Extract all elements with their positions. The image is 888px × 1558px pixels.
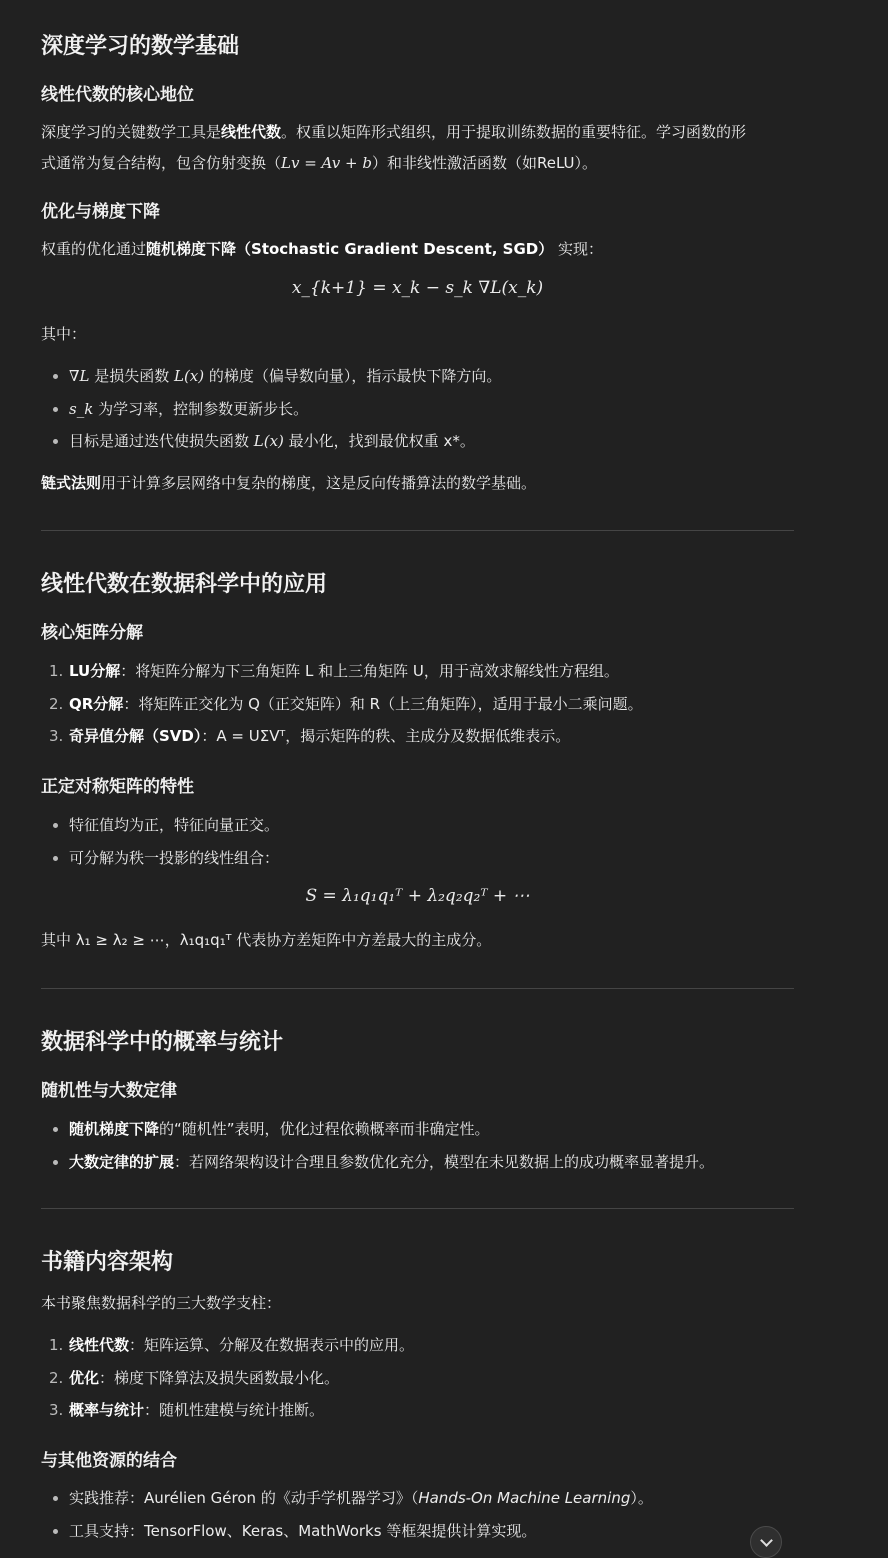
section-title-book-structure: 书籍内容架构 [41,1250,174,1275]
heading-other-resources: 与其他资源的结合 [41,1451,177,1471]
list-item: s_k 为学习率，控制参数更新步长。 [41,393,801,426]
equation-spectral-decomposition: S = λ₁q₁q₁ᵀ + λ₂q₂q₂ᵀ + ⋯ [305,886,530,906]
heading-linear-algebra-role: 线性代数的核心地位 [41,85,194,105]
section-title-math-foundations: 深度学习的数学基础 [41,34,240,59]
list-item: ∇L 是损失函数 L(x) 的梯度（偏导数向量），指示最快下降方向。 [41,360,801,393]
scroll-to-bottom-button[interactable] [750,1526,782,1558]
chevron-down-icon [760,1534,773,1547]
heading-randomness: 随机性与大数定律 [41,1081,177,1101]
list-decompositions [41,655,801,753]
paragraph-sgd: 权重的优化通过随机梯度下降（Stochastic Gradient Descent, SGD） 实现： [41,240,604,258]
heading-optimization: 优化与梯度下降 [41,202,160,222]
list-item: 目标是通过迭代使损失函数 L(x) 最小化，找到最优权重 x*。 [41,425,801,458]
paragraph-linear-algebra: 深度学习的关键数学工具是线性代数。权重以矩阵形式组织，用于提取训练数据的重要特征。学习函数的形 式通常为复合结构，包含仿射变换（Lv = Av + b）和非线性激活函数（如ReLU）。 [41,123,747,172]
list-item: 大数定律的扩展：若网络架构设计合理且参数优化充分，模型在未见数据上的成功概率显著提升。 [41,1146,801,1179]
section-title-probability-statistics: 数据科学中的概率与统计 [41,1030,284,1055]
list-item: 3. 概率与统计：随机性建模与统计推断。 [49,1401,325,1419]
list-resources [41,1482,801,1547]
paragraph-chain-rule: 链式法则用于计算多层网络中复杂的梯度，这是反向传播算法的数学基础。 [41,474,537,492]
list-item: 可分解为秩一投影的线性组合： [41,842,801,875]
paragraph-book-intro: 本书聚焦数据科学的三大数学支柱： [41,1294,282,1312]
list-gradient-notes [41,360,801,458]
equation-sgd-update: x_{k+1} = x_k − s_k ∇L(x_k) [291,278,544,298]
list-item: 工具支持：TensorFlow、Keras、MathWorks 等框架提供计算实现。 [41,1515,801,1548]
list-item: 随机梯度下降的“随机性”表明，优化过程依赖概率而非确定性。 [41,1113,801,1146]
list-item: 2. QR分解：将矩阵正交化为 Q（正交矩阵）和 R（上三角矩阵），适用于最小二乘问题。 [49,694,643,713]
list-item: 2. 优化：梯度下降算法及损失函数最小化。 [49,1368,340,1387]
divider [41,530,794,531]
section-title-linear-algebra-apps: 线性代数在数据科学中的应用 [41,572,328,597]
divider [41,1208,794,1209]
list-item: 特征值均为正，特征向量正交。 [41,809,801,842]
list-positive-definite [41,809,801,874]
divider [41,988,794,989]
paragraph-where: 其中： [41,325,87,343]
heading-positive-definite: 正定对称矩阵的特性 [41,777,194,797]
list-item: 1. 线性代数：矩阵运算、分解及在数据表示中的应用。 [49,1336,415,1354]
heading-matrix-decompositions: 核心矩阵分解 [41,623,143,643]
list-randomness [41,1113,801,1178]
paragraph-principal-component: 其中 λ₁ ≥ λ₂ ≥ ⋯，λ₁q₁q₁ᵀ 代表协方差矩阵中方差最大的主成分。 [41,931,492,949]
list-item: 1. LU分解：将矩阵分解为下三角矩阵 L 和上三角矩阵 U，用于高效求解线性方程组。 [49,662,619,680]
list-item: 实践推荐：Aurélien Géron 的《动手学机器学习》（Hands-On Machine Learning）。 [41,1482,801,1515]
list-pillars [41,1329,801,1427]
list-item: 3. 奇异值分解（SVD）：A = UΣVᵀ，揭示矩阵的秩、主成分及数据低维表示。 [49,727,571,745]
